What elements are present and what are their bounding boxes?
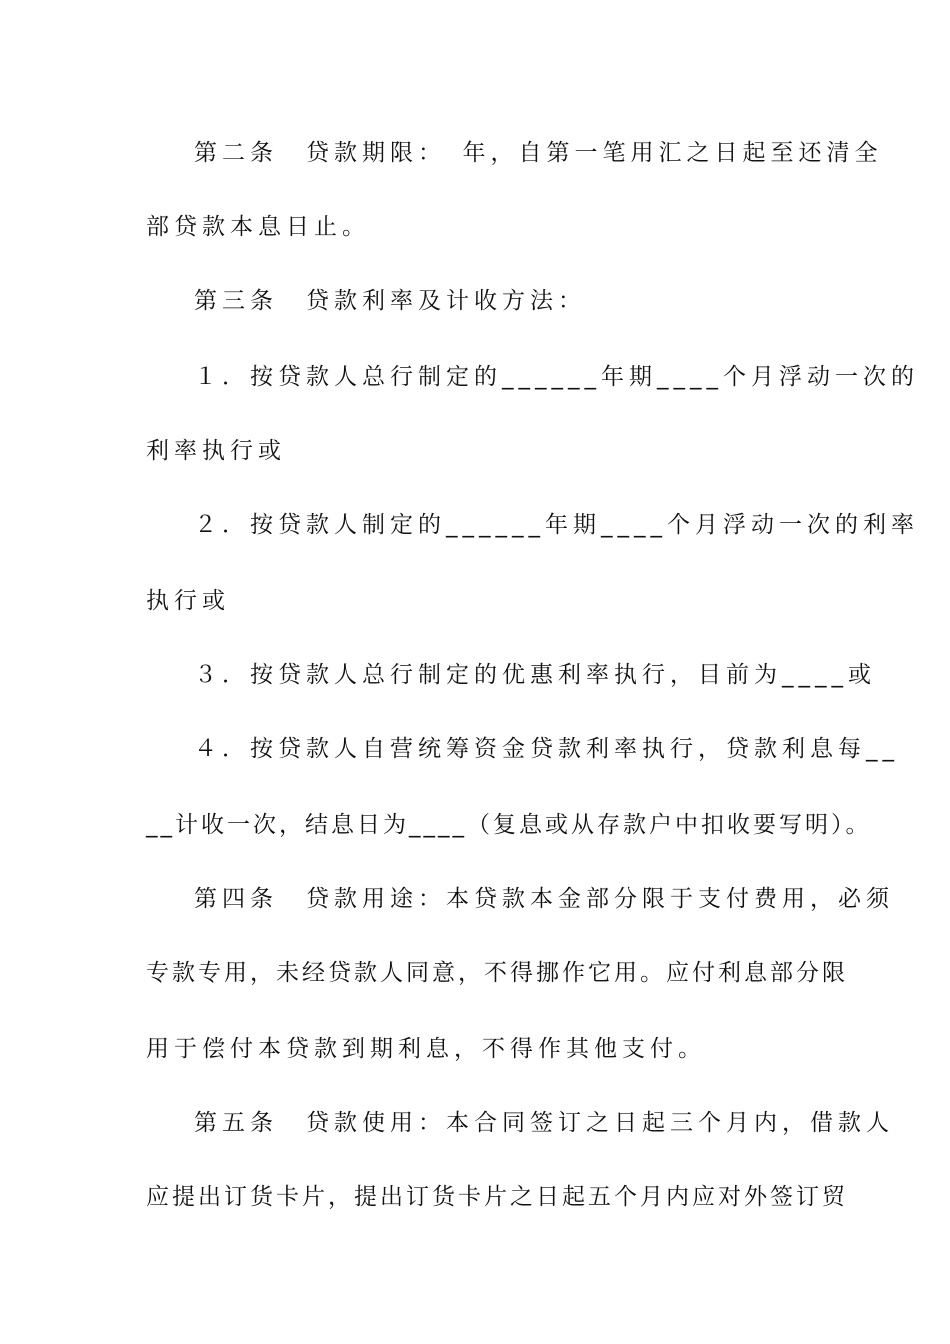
- article-3-item-1-line-2: 利率执行或: [146, 438, 286, 464]
- article-2-line-2: 部贷款本息日止。: [146, 214, 370, 240]
- article-3-item-4-line-1: ４．按贷款人自营统筹资金贷款利率执行，贷款利息每__: [194, 736, 899, 762]
- article-3-item-4-line-2: __计收一次，结息日为____（复息或从存款户中扣收要写明）。: [146, 812, 872, 838]
- article-5-line-2: 应提出订货卡片，提出订货卡片之日起五个月内应对外签订贸: [146, 1184, 848, 1210]
- article-5-line-1: 第五条 贷款使用：本合同签订之日起三个月内，借款人: [194, 1110, 894, 1136]
- article-3-item-1-line-1: １．按贷款人总行制定的______年期____个月浮动一次的: [194, 364, 919, 390]
- article-2-line-1: 第二条 贷款期限： 年，自第一笔用汇之日起至还清全: [194, 140, 883, 166]
- article-4-line-2: 专款专用，未经贷款人同意，不得挪作它用。应付利息部分限: [146, 960, 848, 986]
- article-3-item-2-line-2: 执行或: [146, 588, 230, 614]
- article-3-item-2-line-1: ２．按贷款人制定的______年期____个月浮动一次的利率: [194, 512, 919, 538]
- article-4-line-3: 用于偿付本贷款到期利息，不得作其他支付。: [146, 1036, 706, 1062]
- article-3-heading: 第三条 贷款利率及计收方法：: [194, 288, 586, 314]
- article-4-line-1: 第四条 贷款用途：本贷款本金部分限于支付费用，必须: [194, 886, 894, 912]
- article-3-item-3: ３．按贷款人总行制定的优惠利率执行，目前为____或: [194, 662, 876, 688]
